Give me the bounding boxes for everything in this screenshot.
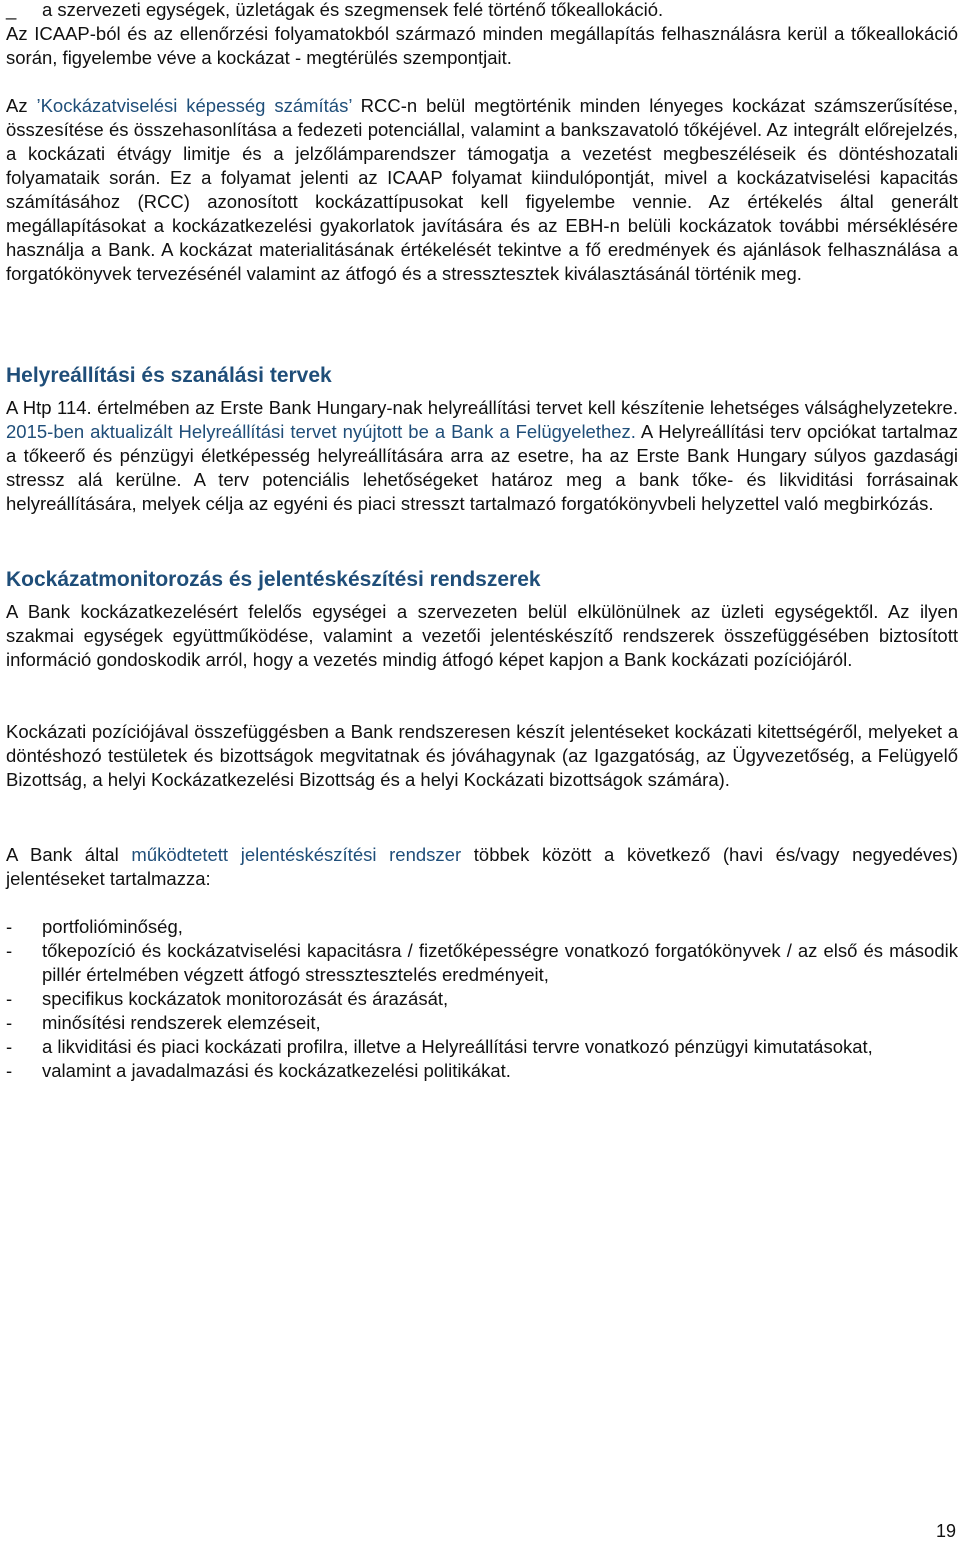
list-item — [6, 1035, 958, 1059]
paragraph-rcc-rest: RCC-n belül megtörténik minden lényeges kockázat számszerűsítése, összesítése és összehasonlítása a fedezeti potenciállal, valamint a bankszavatoló tőkéjével. Az integrált előrejelzés, a kockázati étvágy limitje és a jelzőlámparendszer támogatja a vezetést megbeszéléseik és döntéshozatali folyamataik során. Ez a folyamat jelenti az ICAAP folyamat kiindulópontját, mivel a kockázatviselési kapacitás számításához (RCC) azonosított kockázattípusokat kell figyelembe vennie. Az értékelés által generált megállapításokat a kockázatkezelési gyakorlatok javítására és az EBH-n belüli kockázatok további mérséklésére használja a Bank. A kockázat materialitásának értékelését tekintve a fő eredmények és ajánlások felhasználása a forgatókönyvek tervezésénél valamint az átfogó és a stressztesztek kiválasztásánál történik meg. — [6, 95, 958, 284]
rcc-link-text: ’Kockázatviselési képesség számítás’ — [36, 95, 352, 116]
paragraph-monitoring-3-rest: többek között a következő (havi és/vagy negyedéves) jelentéseket tartalmazza: — [6, 844, 958, 889]
list-item — [6, 987, 958, 1011]
list-bullet: - — [6, 916, 13, 937]
list-bullet: - — [6, 988, 13, 1009]
top-bullet-marker: _ — [6, 0, 17, 20]
list-item-text: valamint a javadalmazási és kockázatkezelési politikákat. — [42, 1060, 511, 1081]
paragraph-monitoring-2: Kockázati pozíciójával összefüggésben a Bank rendszeresen készít jelentéseket kockázati kitettségéről, melyeket a döntéshozó testületek és bizottságok megvitatnak és jóváhagynak (az Igazgatóság, az Ügyvezetőség, a Felügyelő Bizottság, a helyi Kockázatkezelési Bizottság és a helyi Kockázati bizottságok számára). — [6, 721, 958, 790]
list-item-text: tőkepozíció és kockázatviselési kapacitásra / fizetőképességre vonatkozó forgatókönyvek / az első és második pillér értelmében végzett átfogó stressztesztelés eredményeit, — [42, 940, 958, 985]
paragraph-monitoring-1: A Bank kockázatkezelésért felelős egységei a szervezeten belül elkülönülnek az üzleti egységektől. Az ilyen szakmai egységek együttműködése, valamint a vezetői jelentéskészítő rendszerek összefüggésében biztosított információ gondoskodik arról, hogy a vezetés mindig átfogó képet kapjon a Bank kockázati pozíciójáról. — [6, 601, 958, 670]
list-item — [6, 915, 958, 939]
list-item-text: portfolióminőség, — [42, 916, 183, 937]
paragraph-recovery-a: A Htp 114. — [6, 397, 92, 418]
list-item-text: a likviditási és piaci kockázati profilra, illetve a Helyreállítási tervre vonatkozó pénzügyi kimutatásokat, — [42, 1036, 873, 1057]
top-bullet-text: a szervezeti egységek, üzletágak és szegmensek felé történő tőkeallokáció. — [42, 0, 664, 20]
list-item — [6, 1011, 958, 1035]
report-list — [6, 915, 958, 1083]
list-bullet: - — [6, 1036, 13, 1057]
list-item-text: minősítési rendszerek elemzéseit, — [42, 1012, 321, 1033]
paragraph-rcc-lead: Az — [6, 95, 37, 116]
paragraph-recovery-b: értelmében az Erste Bank Hungary-nak helyreállítási tervet kell készítenie lehetséges válsághelyzetekre. — [91, 397, 958, 418]
list-item — [6, 939, 958, 987]
paragraph-monitoring-3-lead: A Bank által — [6, 844, 132, 865]
recovery-link-text: 2015-ben aktualizált Helyreállítási tervet nyújtott be a Bank a Felügyelethez. — [6, 421, 636, 442]
list-item-text: specifikus kockázatok monitorozását és árazását, — [42, 988, 449, 1009]
top-bullet-item — [6, 0, 663, 22]
list-bullet: - — [6, 1012, 13, 1033]
paragraph-recovery — [6, 396, 958, 516]
page-number: 19 — [935, 1521, 956, 1541]
reporting-system-link-text: működtetett jelentéskészítési rendszer — [131, 844, 462, 865]
paragraph-rcc — [6, 94, 958, 286]
heading-risk-monitoring: Kockázatmonitorozás és jelentéskészítési rendszerek — [6, 568, 541, 591]
list-bullet: - — [6, 940, 13, 961]
heading-recovery-plans: Helyreállítási és szanálási tervek — [6, 364, 332, 387]
paragraph-icaap: Az ICAAP-ból és az ellenőrzési folyamatokból származó minden megállapítás felhasználásra kerül a tőkeallokáció során, figyelembe véve a kockázat - megtérülés szempontjait. — [6, 23, 958, 68]
list-bullet: - — [6, 1060, 13, 1081]
list-item — [6, 1059, 958, 1083]
paragraph-recovery-c: A Helyreállítási terv opciókat tartalmaz a tőkeerő és pénzügyi életképesség helyreállítására arra az esetre, ha az Erste Bank Hungary súlyos gazdasági stressz alá kerülne. A terv potenciális lehetőségeket határoz meg a bank tőke- és likviditási forrásainak helyreállítására, melyek célja az egyéni és piaci stresszt tartalmazó forgatókönyvbeli helyzettel való megbirkózás. — [6, 421, 958, 514]
paragraph-monitoring-3 — [6, 843, 958, 891]
